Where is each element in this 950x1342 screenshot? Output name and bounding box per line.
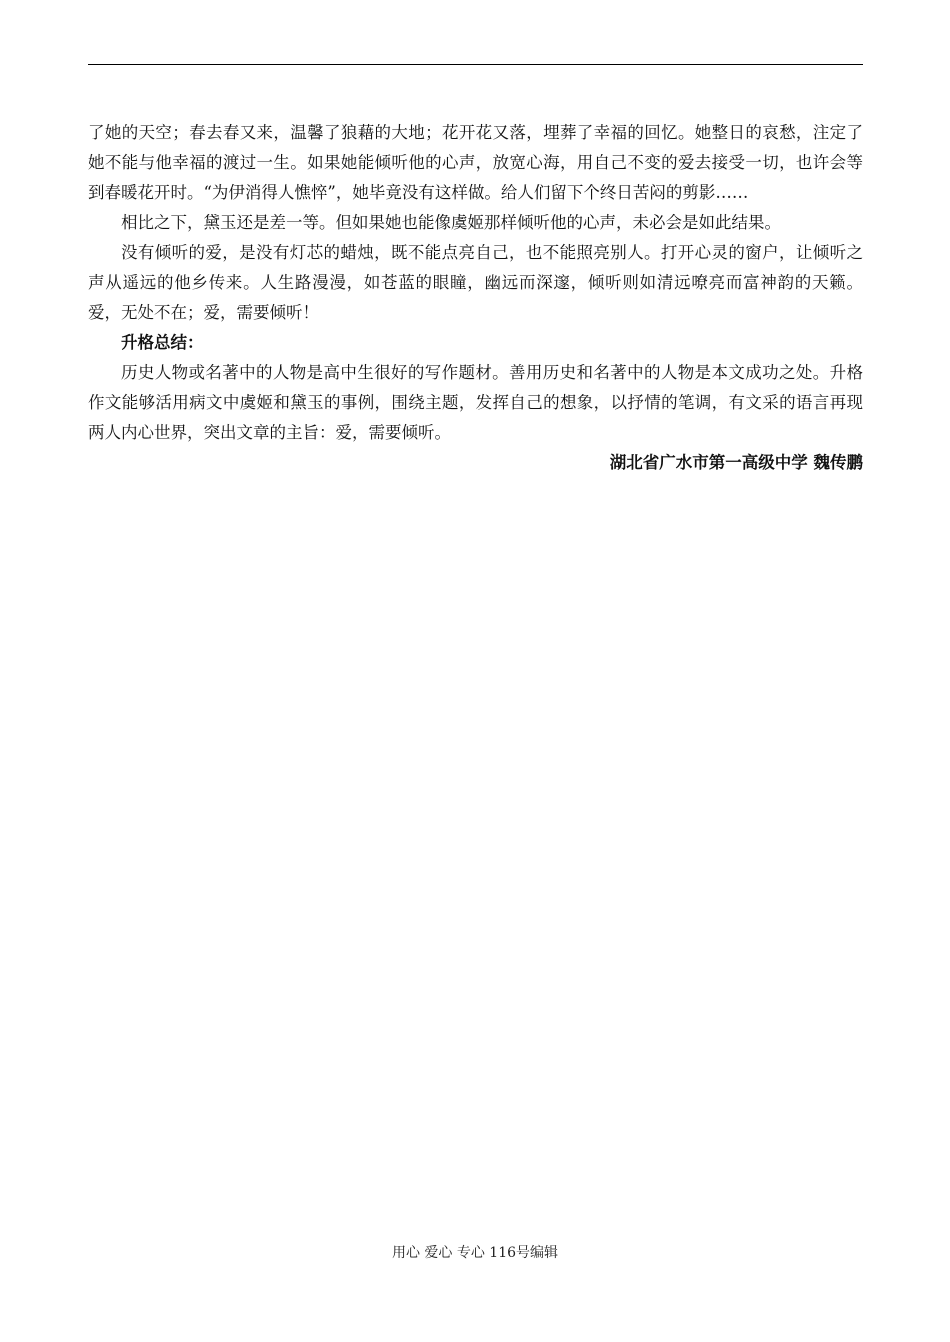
author-signature: 湖北省广水市第一高级中学 魏传鹏 [609, 453, 863, 472]
header-rule [88, 64, 863, 65]
summary-heading: 升格总结： [121, 333, 204, 352]
summary-paragraph: 历史人物或名著中的人物是高中生很好的写作题材。善用历史和名著中的人物是本文成功之处。升格作文能够活用病文中虞姬和黛玉的事例，围绕主题，发挥自己的想象，以抒情的笔调，有文采的语言再现两人内心世界，突出文章的主旨：爱，需要倾听。 [88, 363, 863, 442]
body-paragraph-comparison: 相比之下，黛玉还是差一等。但如果她也能像虞姬那样倾听他的心声，未必会是如此结果。 [121, 213, 781, 232]
page-footer: 用心 爱心 专心 116号编辑 [391, 1245, 559, 1261]
body-paragraph-conclusion: 没有倾听的爱，是没有灯芯的蜡烛，既不能点亮自己，也不能照亮别人。打开心灵的窗户，让倾听之声从遥远的他乡传来。人生路漫漫，如苍蓝的眼瞳，幽远而深邃，倾听则如清远嘹亮而富神韵的天籁。爱，无处不在；爱，需要倾听！ [88, 243, 863, 322]
document-body [88, 118, 863, 478]
body-paragraph-continuation: 了她的天空；春去春又来，温馨了狼藉的大地；花开花又落，埋葬了幸福的回忆。她整日的哀愁，注定了她不能与他幸福的渡过一生。如果她能倾听他的心声，放宽心海，用自己不变的爱去接受一切，也许会等到春暖花开时。“为伊消得人憔悴”，她毕竟没有这样做。给人们留下个终日苦闷的剪影…… [88, 123, 863, 202]
